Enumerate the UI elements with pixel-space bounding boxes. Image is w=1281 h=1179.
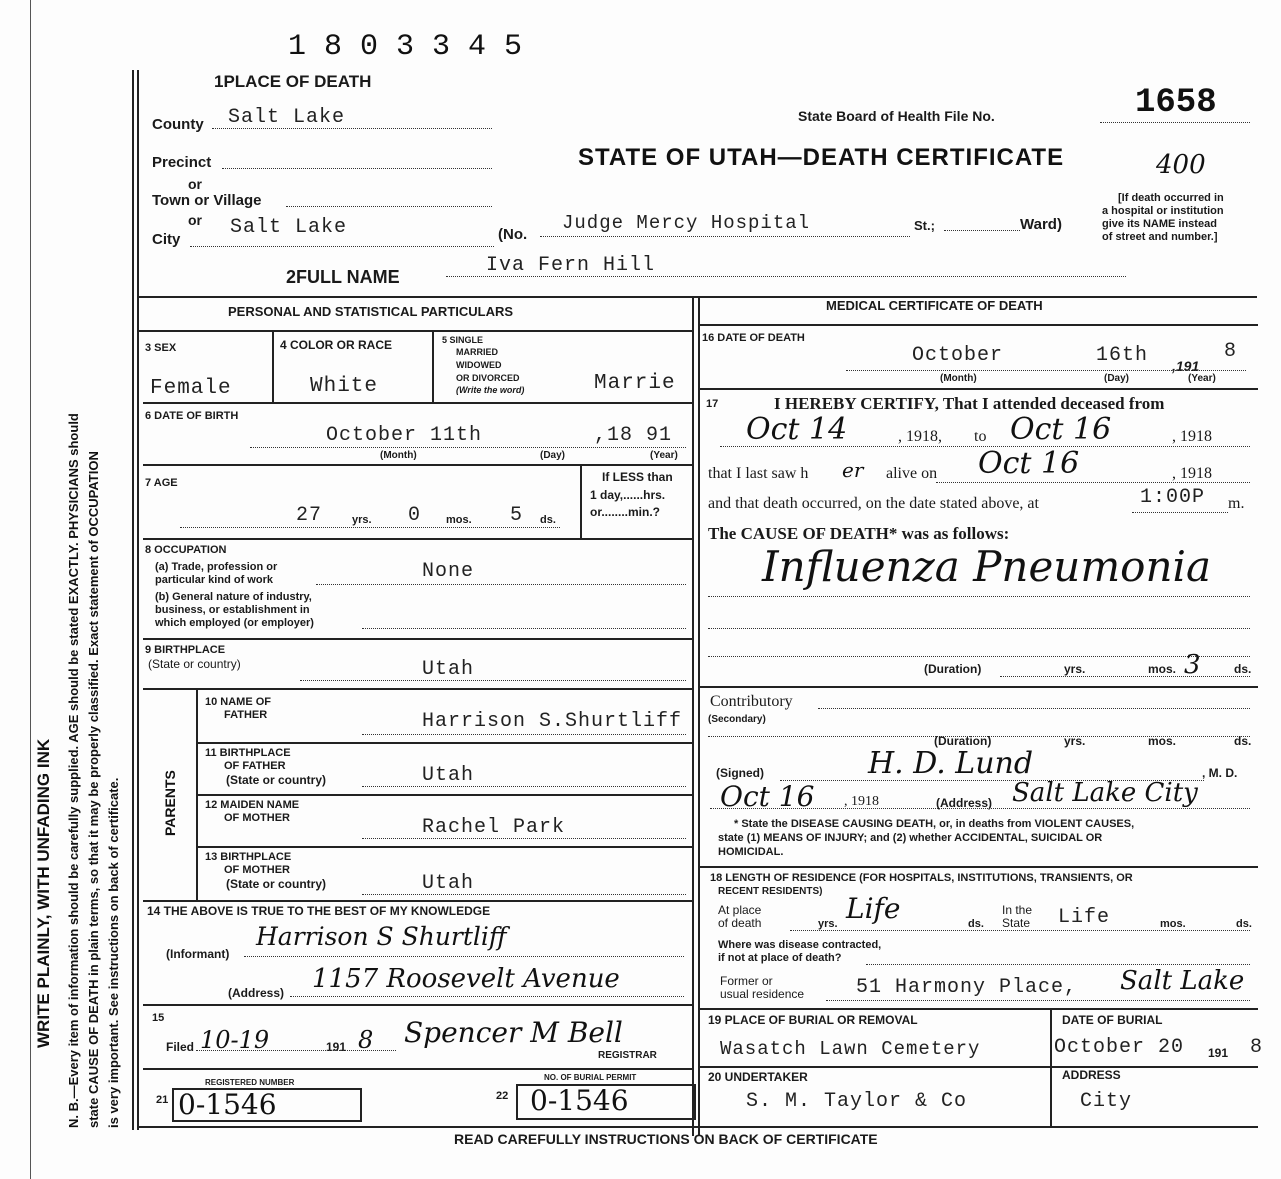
main-top-rule bbox=[137, 296, 1257, 298]
dob-month-value: October 11th bbox=[326, 424, 483, 447]
duration2-label: (Duration) bbox=[934, 734, 992, 748]
signed-year: , 1918 bbox=[844, 794, 879, 809]
sex-label: 3 SEX bbox=[145, 342, 177, 354]
date-of-death-label: 16 DATE OF DEATH bbox=[702, 332, 805, 344]
contracted-line bbox=[866, 964, 1250, 965]
occupation-a-1: (a) Trade, profession or bbox=[155, 561, 278, 573]
mother-birthplace-label-1: 13 BIRTHPLACE bbox=[205, 851, 292, 863]
number-22: 22 bbox=[496, 1090, 509, 1102]
informant-signature: Harrison S Shurtliff bbox=[256, 922, 507, 951]
sex-value: Female bbox=[150, 377, 232, 400]
duration-line bbox=[1000, 676, 1250, 677]
state-file-label: State Board of Health File No. bbox=[798, 108, 995, 124]
cause-line-3 bbox=[708, 656, 1250, 657]
less-than-2: 1 day,......hrs. bbox=[590, 488, 666, 502]
former-city: Salt Lake bbox=[1120, 966, 1245, 996]
parents-label: PARENTS bbox=[162, 770, 178, 836]
county-label: County bbox=[152, 116, 204, 133]
death-year-value: 8 bbox=[1224, 340, 1238, 363]
father-value: Harrison S.Shurtliff bbox=[422, 710, 683, 733]
place-of-death-label: 1PLACE OF DEATH bbox=[214, 72, 372, 91]
occupation-b-3: which employed (or employer) bbox=[155, 617, 314, 629]
dob-day-label: (Day) bbox=[540, 450, 566, 461]
full-name-line bbox=[446, 276, 1126, 277]
medical-section-title: MEDICAL CERTIFICATE OF DEATH bbox=[826, 298, 1043, 313]
parents-rule-3 bbox=[196, 846, 692, 848]
less-than-1: If LESS than bbox=[602, 470, 673, 484]
color-divider bbox=[432, 330, 434, 402]
contracted-label-2: if not at place of death? bbox=[718, 952, 842, 964]
informant-address-label: (Address) bbox=[228, 986, 285, 1000]
margin-write-plainly: WRITE PLAINLY, WITH UNFADING INK bbox=[34, 738, 53, 1048]
last-saw-date: Oct 16 bbox=[978, 446, 1080, 481]
personal-rule-2 bbox=[143, 402, 692, 404]
former-label-2: usual residence bbox=[720, 987, 805, 1001]
center-divider bbox=[692, 296, 694, 1136]
death-time: 1:00P bbox=[1140, 486, 1206, 509]
hospital-value: Judge Mercy Hospital bbox=[562, 212, 811, 234]
occupation-a-2: particular kind of work bbox=[155, 574, 273, 586]
physician-address: Salt Lake City bbox=[1012, 778, 1198, 808]
duration2-yrs: yrs. bbox=[1064, 734, 1086, 748]
father-birthplace-line bbox=[362, 786, 686, 787]
registrar-label: REGISTRAR bbox=[598, 1050, 657, 1061]
mother-line bbox=[362, 838, 686, 839]
burial-place-label: 19 PLACE OF BURIAL OR REMOVAL bbox=[708, 1013, 918, 1027]
city-label: City bbox=[152, 231, 181, 248]
handwritten-file-number: 400 bbox=[1156, 150, 1206, 180]
burial-divider bbox=[1050, 1008, 1052, 1128]
certificate-number: 1 8 0 3 3 4 5 bbox=[288, 30, 523, 64]
personal-rule-3 bbox=[143, 464, 692, 466]
personal-rule-6 bbox=[143, 688, 692, 690]
attended-from: Oct 14 bbox=[746, 412, 848, 447]
last-saw-line bbox=[936, 482, 1250, 483]
duration2-ds: ds. bbox=[1234, 734, 1252, 748]
outer-left-border bbox=[132, 70, 134, 1130]
medical-rule-5 bbox=[698, 1008, 1258, 1010]
res-mos-2: mos. bbox=[1160, 918, 1186, 930]
at-place-label-1: At place bbox=[718, 903, 762, 917]
hospital-line bbox=[540, 236, 910, 237]
father-birthplace-value: Utah bbox=[422, 764, 475, 787]
marital-label-2: MARRIED bbox=[456, 347, 498, 357]
personal-rule-4 bbox=[143, 538, 692, 540]
medical-rule-1 bbox=[698, 324, 1258, 326]
cause-label: The CAUSE OF DEATH* was as follows: bbox=[708, 524, 1010, 543]
personal-rule-1 bbox=[137, 330, 692, 332]
parents-rule-1 bbox=[196, 742, 692, 744]
personal-rule-8 bbox=[143, 1004, 692, 1006]
mother-birthplace-line bbox=[362, 894, 686, 895]
undertaker-address-label: ADDRESS bbox=[1062, 1068, 1121, 1082]
occupation-value: None bbox=[422, 560, 475, 583]
footnote-2: state (1) MEANS OF INJURY; and (2) whether ACCIDENTAL, SUICIDAL OR bbox=[718, 832, 1103, 844]
mother-birthplace-label-3: (State or country) bbox=[226, 877, 327, 891]
burial-year-value: 8 bbox=[1250, 1036, 1264, 1059]
marital-label-4: OR DIVORCED bbox=[456, 373, 520, 383]
margin-instructions-3: is very important. See instructions on back of certificate. bbox=[106, 777, 121, 1128]
burial-date-label: DATE OF BURIAL bbox=[1062, 1013, 1163, 1027]
county-line bbox=[212, 128, 492, 129]
burial-year-prefix: 191 bbox=[1208, 1046, 1229, 1060]
age-yrs-label: yrs. bbox=[352, 514, 372, 526]
father-label-1: 10 NAME OF bbox=[205, 696, 272, 708]
residence-label-1: 18 LENGTH OF RESIDENCE (FOR HOSPITALS, INSTITUTIONS, TRANSIENTS, OR bbox=[710, 872, 1133, 884]
informant-address: 1157 Roosevelt Avenue bbox=[312, 964, 620, 994]
mother-label-1: 12 MAIDEN NAME bbox=[205, 799, 300, 811]
city-value: Salt Lake bbox=[230, 216, 348, 239]
medical-rule-2 bbox=[698, 388, 1258, 390]
color-value: White bbox=[310, 375, 379, 398]
death-month-value: October bbox=[912, 344, 1004, 367]
page-left-edge bbox=[30, 0, 31, 1179]
last-saw-text: that I last saw h bbox=[708, 465, 809, 482]
former-residence: 51 Harmony Place, bbox=[856, 976, 1078, 999]
parents-rule-2 bbox=[196, 794, 692, 796]
medical-rule-6 bbox=[698, 1066, 1258, 1068]
undertaker-value: S. M. Taylor & Co bbox=[746, 1090, 968, 1113]
birthplace-line bbox=[300, 680, 686, 681]
margin-instructions-2: state CAUSE OF DEATH in plain terms, so that it may be properly classified. Exact statement of OCCUPATION bbox=[86, 451, 101, 1128]
filed-date: 10-19 bbox=[200, 1026, 270, 1054]
last-saw-pronoun: er bbox=[842, 458, 864, 482]
medical-rule-4 bbox=[698, 866, 1258, 868]
mother-birthplace-value: Utah bbox=[422, 872, 475, 895]
burial-place-value: Wasatch Lawn Cemetery bbox=[720, 1038, 981, 1060]
physician-address-line bbox=[710, 808, 1250, 809]
former-line bbox=[826, 1000, 1250, 1001]
birthplace-value: Utah bbox=[422, 658, 475, 681]
res-yrs-1: yrs. bbox=[818, 918, 838, 930]
signed-date: Oct 16 bbox=[720, 780, 815, 813]
informant-line bbox=[244, 956, 684, 957]
in-state-label-1: In the bbox=[1002, 903, 1033, 917]
institution-note-1: [If death occurred in bbox=[1118, 192, 1224, 204]
age-ds-label: ds. bbox=[540, 514, 556, 526]
contributory-line-1 bbox=[818, 708, 1250, 709]
undertaker-address: City bbox=[1080, 1090, 1133, 1113]
death-date-line bbox=[846, 370, 1246, 371]
medical-rule-3 bbox=[698, 686, 1258, 688]
footer-instructions: READ CAREFULLY INSTRUCTIONS ON BACK OF CERTIFICATE bbox=[454, 1131, 878, 1147]
father-label-2: FATHER bbox=[224, 709, 268, 721]
burial-permit-label: NO. OF BURIAL PERMIT bbox=[544, 1073, 637, 1082]
last-saw-year: , 1918 bbox=[1172, 465, 1212, 482]
institution-note-4: of street and number.] bbox=[1102, 231, 1218, 243]
mother-birthplace-label-2: OF MOTHER bbox=[224, 864, 290, 876]
city-line bbox=[190, 246, 494, 247]
street-label: St.; bbox=[914, 218, 935, 233]
attended-to: Oct 16 bbox=[1010, 412, 1112, 447]
informant-statement: 14 THE ABOVE IS TRUE TO THE BEST OF MY KNOWLEDGE bbox=[147, 904, 491, 918]
personal-section-title: PERSONAL AND STATISTICAL PARTICULARS bbox=[228, 304, 514, 319]
dob-year-label: (Year) bbox=[650, 450, 678, 461]
precinct-line bbox=[222, 168, 492, 169]
informant-label: (Informant) bbox=[166, 947, 230, 961]
duration-ds: ds. bbox=[1234, 662, 1252, 676]
ward-line bbox=[944, 230, 1020, 231]
residence-label-2: RECENT RESIDENTS) bbox=[718, 886, 823, 897]
personal-rule-9 bbox=[143, 1068, 692, 1070]
state-file-line bbox=[1100, 122, 1250, 123]
age-label: 7 AGE bbox=[145, 477, 178, 489]
physician-address-label: (Address) bbox=[936, 796, 993, 810]
occupation-label: 8 OCCUPATION bbox=[145, 544, 227, 556]
or-label-1: or bbox=[188, 176, 202, 192]
marital-value: Marrie bbox=[594, 372, 676, 395]
precinct-label: Precinct bbox=[152, 154, 212, 171]
filed-year-prefix: 191 bbox=[326, 1040, 347, 1054]
dob-month-label: (Month) bbox=[380, 450, 417, 461]
footnote-3: HOMICIDAL. bbox=[718, 846, 784, 858]
contracted-label-1: Where was disease contracted, bbox=[718, 939, 882, 951]
registered-number-value: 0-1546 bbox=[178, 1088, 277, 1121]
full-name-label: 2FULL NAME bbox=[286, 267, 400, 287]
attended-to-year: , 1918 bbox=[1172, 428, 1212, 445]
in-state-label-2: State bbox=[1002, 916, 1031, 930]
filed-year: 8 bbox=[358, 1026, 374, 1054]
residence-line bbox=[790, 930, 1250, 931]
bottom-rule bbox=[137, 1126, 1258, 1128]
at-place-value: Life bbox=[846, 892, 901, 925]
dob-label: 6 DATE OF BIRTH bbox=[145, 410, 239, 422]
burial-date-value: October 20 bbox=[1054, 1036, 1185, 1059]
age-mos-label: mos. bbox=[446, 514, 472, 526]
filed-number-15: 15 bbox=[152, 1012, 165, 1024]
dob-line bbox=[250, 447, 686, 448]
marital-label-3: WIDOWED bbox=[456, 360, 502, 370]
former-label-1: Former or bbox=[720, 974, 773, 988]
secondary-label: (Secondary) bbox=[708, 714, 766, 725]
signed-label: (Signed) bbox=[716, 766, 764, 780]
or-label-2: or bbox=[188, 212, 202, 228]
filed-line bbox=[196, 1050, 396, 1051]
margin-instructions-1: N. B.—Every item of information should be carefully supplied. AGE should be stated EXACTLY. PHYSICIANS should bbox=[66, 413, 81, 1128]
death-day-value: 16th bbox=[1096, 344, 1149, 367]
number-21: 21 bbox=[156, 1094, 169, 1106]
father-birthplace-label-3: (State or country) bbox=[226, 773, 327, 787]
marital-label-5: (Write the word) bbox=[456, 385, 525, 395]
birthplace-label: 9 BIRTHPLACE bbox=[145, 644, 226, 656]
institution-note-2: a hospital or institution bbox=[1102, 205, 1224, 217]
registered-number-label: REGISTERED NUMBER bbox=[205, 1078, 295, 1087]
filed-label: Filed bbox=[166, 1040, 195, 1054]
occupation-line bbox=[316, 584, 686, 585]
less-than-3: or........min.? bbox=[590, 505, 661, 519]
mother-label-2: OF MOTHER bbox=[224, 812, 290, 824]
to-label: to bbox=[974, 428, 987, 445]
in-state-value: Life bbox=[1058, 906, 1111, 929]
inner-left-border bbox=[137, 70, 139, 1130]
certify-text: I HEREBY CERTIFY, That I attended deceased from bbox=[774, 394, 1165, 413]
duration-mos: mos. bbox=[1148, 662, 1177, 676]
time-m-label: m. bbox=[1228, 495, 1245, 512]
father-line bbox=[362, 734, 686, 735]
occurred-text: and that death occurred, on the date stated above, at bbox=[708, 495, 1039, 512]
md-label: , M. D. bbox=[1202, 766, 1238, 780]
marital-label-1: 5 SINGLE bbox=[442, 335, 484, 345]
personal-rule-5 bbox=[143, 638, 692, 640]
county-value: Salt Lake bbox=[228, 106, 346, 129]
registrar-signature: Spencer M Bell bbox=[404, 1016, 623, 1049]
age-months-value: 0 bbox=[408, 504, 422, 527]
town-line bbox=[286, 206, 492, 207]
sex-divider bbox=[272, 330, 274, 402]
occupation-b-2: business, or establishment in bbox=[155, 604, 310, 616]
father-birthplace-label-2: OF FATHER bbox=[224, 760, 286, 772]
street-no-label: (No. bbox=[498, 226, 528, 243]
occupation-b-line bbox=[362, 628, 686, 629]
informant-address-line bbox=[290, 996, 684, 997]
color-label: 4 COLOR OR RACE bbox=[280, 338, 393, 352]
institution-note-3: give its NAME instead bbox=[1102, 218, 1217, 230]
mother-value: Rachel Park bbox=[422, 816, 566, 839]
birthplace-sublabel: (State or country) bbox=[148, 657, 241, 671]
age-line bbox=[180, 527, 560, 528]
duration-months-value: 3 bbox=[1184, 650, 1201, 680]
burial-permit-value: 0-1546 bbox=[530, 1084, 629, 1117]
res-ds-2: ds. bbox=[1236, 918, 1252, 930]
dob-year-value: 91 bbox=[646, 424, 673, 447]
ward-label: Ward) bbox=[1020, 216, 1062, 233]
duration2-mos: mos. bbox=[1148, 734, 1177, 748]
attended-from-year: , 1918, bbox=[898, 428, 942, 445]
death-year-label: (Year) bbox=[1188, 373, 1216, 384]
cause-line-1 bbox=[708, 596, 1250, 597]
undertaker-label: 20 UNDERTAKER bbox=[708, 1070, 808, 1084]
alive-on-text: alive on bbox=[886, 465, 938, 482]
res-ds-1: ds. bbox=[968, 918, 984, 930]
at-place-label-2: of death bbox=[718, 916, 762, 930]
cause-value: Influenza Pneumonia bbox=[762, 542, 1211, 591]
father-birthplace-label-1: 11 BIRTHPLACE bbox=[205, 747, 291, 759]
certificate-title: STATE OF UTAH—DEATH CERTIFICATE bbox=[578, 144, 1065, 171]
cause-line-2 bbox=[708, 628, 1250, 629]
personal-rule-7 bbox=[143, 900, 692, 902]
footnote-1: * State the DISEASE CAUSING DEATH, or, in deaths from VIOLENT CAUSES, bbox=[734, 818, 1135, 830]
age-days-value: 5 bbox=[510, 504, 524, 527]
state-file-number: 1658 bbox=[1135, 84, 1217, 122]
death-day-label: (Day) bbox=[1104, 373, 1130, 384]
time-line bbox=[1132, 512, 1228, 513]
age-divider bbox=[580, 464, 582, 538]
number-17: 17 bbox=[706, 398, 719, 410]
age-years-value: 27 bbox=[296, 504, 323, 527]
death-month-label: (Month) bbox=[940, 373, 977, 384]
physician-signature: H. D. Lund bbox=[868, 746, 1034, 781]
duration-label: (Duration) bbox=[924, 662, 982, 676]
duration-yrs: yrs. bbox=[1064, 662, 1086, 676]
contributory-label: Contributory bbox=[710, 693, 793, 710]
town-label: Town or Village bbox=[152, 192, 262, 209]
occupation-b-1: (b) General nature of industry, bbox=[155, 591, 312, 603]
dob-year-prefix: ,18 bbox=[594, 424, 634, 447]
death-year-prefix: ,191 bbox=[1172, 358, 1200, 374]
full-name-value: Iva Fern Hill bbox=[486, 254, 656, 277]
center-divider-2 bbox=[698, 296, 700, 1136]
